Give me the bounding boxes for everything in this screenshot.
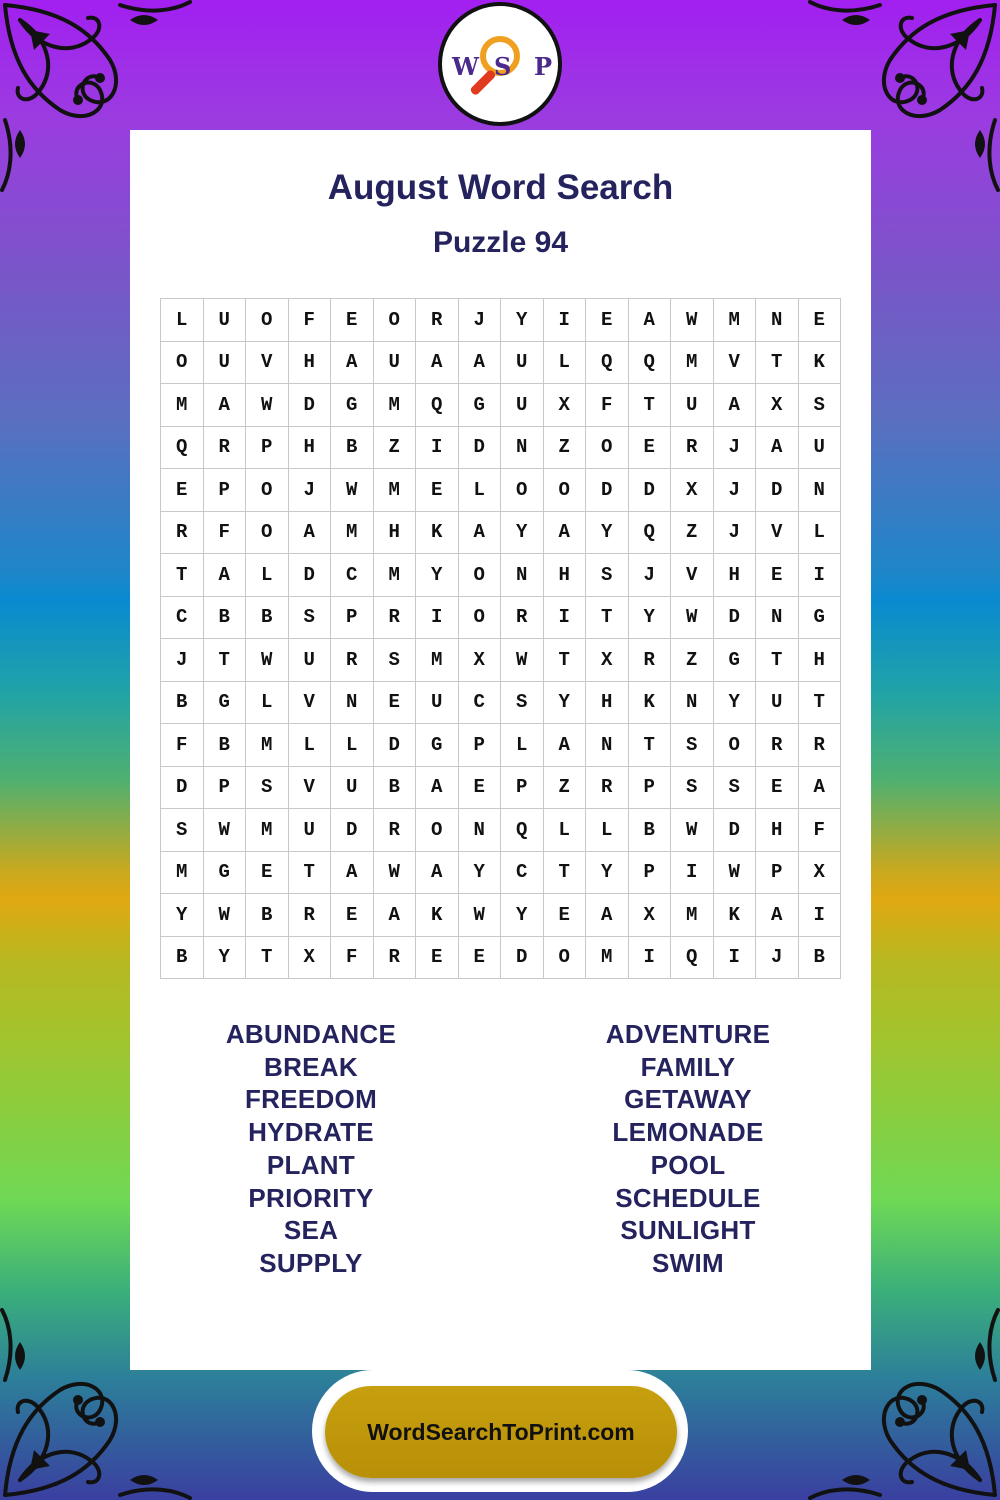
grid-cell[interactable]: E: [799, 299, 842, 342]
word-list-item: SEA: [283, 1215, 339, 1246]
grid-cell[interactable]: U: [671, 384, 714, 427]
grid-cell[interactable]: B: [246, 894, 289, 937]
grid-cell[interactable]: E: [544, 894, 587, 937]
grid-cell[interactable]: L: [331, 724, 374, 767]
grid-cell[interactable]: F: [289, 299, 332, 342]
grid-cell[interactable]: P: [204, 469, 247, 512]
grid-cell[interactable]: E: [756, 554, 799, 597]
grid-cell[interactable]: J: [714, 427, 757, 470]
grid-cell[interactable]: C: [161, 597, 204, 640]
grid-cell[interactable]: O: [246, 299, 289, 342]
grid-cell[interactable]: W: [246, 384, 289, 427]
grid-cell[interactable]: C: [459, 682, 502, 725]
grid-cell[interactable]: P: [629, 852, 672, 895]
grid-cell[interactable]: Z: [671, 512, 714, 555]
logo-letter-s: S: [494, 52, 512, 81]
grid-cell[interactable]: W: [671, 809, 714, 852]
grid-cell[interactable]: B: [629, 809, 672, 852]
grid-cell[interactable]: A: [331, 342, 374, 385]
grid-cell[interactable]: B: [204, 724, 247, 767]
grid-cell[interactable]: J: [161, 639, 204, 682]
grid-cell[interactable]: A: [544, 724, 587, 767]
grid-cell[interactable]: O: [374, 299, 417, 342]
word-list-item: SUPPLY: [259, 1247, 363, 1278]
grid-cell[interactable]: R: [204, 427, 247, 470]
grid-cell[interactable]: U: [416, 682, 459, 725]
grid-cell[interactable]: W: [714, 852, 757, 895]
grid-cell[interactable]: M: [246, 809, 289, 852]
grid-cell[interactable]: I: [544, 597, 587, 640]
grid-cell[interactable]: H: [289, 342, 332, 385]
grid-cell[interactable]: L: [161, 299, 204, 342]
grid-cell[interactable]: S: [161, 809, 204, 852]
word-list-left: [161, 1018, 461, 1280]
grid-cell[interactable]: I: [416, 597, 459, 640]
word-list-item: SCHEDULE: [615, 1182, 761, 1213]
grid-cell[interactable]: E: [629, 427, 672, 470]
word-list-item: POOL: [650, 1149, 726, 1180]
grid-cell[interactable]: H: [586, 682, 629, 725]
grid-cell[interactable]: A: [586, 894, 629, 937]
grid-cell[interactable]: V: [714, 342, 757, 385]
grid-cell[interactable]: T: [756, 342, 799, 385]
grid-cell[interactable]: D: [459, 427, 502, 470]
grid-cell[interactable]: S: [586, 554, 629, 597]
grid-cell[interactable]: Y: [501, 299, 544, 342]
grid-cell[interactable]: O: [544, 937, 587, 980]
grid-cell[interactable]: U: [204, 342, 247, 385]
grid-cell[interactable]: J: [756, 937, 799, 980]
grid-cell[interactable]: M: [586, 937, 629, 980]
grid-cell[interactable]: J: [459, 299, 502, 342]
grid-cell[interactable]: L: [289, 724, 332, 767]
grid-cell[interactable]: R: [799, 724, 842, 767]
grid-cell[interactable]: R: [416, 299, 459, 342]
grid-cell[interactable]: W: [671, 299, 714, 342]
grid-cell[interactable]: O: [459, 597, 502, 640]
grid-cell[interactable]: K: [416, 894, 459, 937]
grid-cell[interactable]: F: [204, 512, 247, 555]
grid-cell[interactable]: Y: [161, 894, 204, 937]
grid-cell[interactable]: H: [289, 427, 332, 470]
grid-cell[interactable]: O: [544, 469, 587, 512]
grid-cell[interactable]: W: [331, 469, 374, 512]
word-list-item: LEMONADE: [612, 1117, 764, 1148]
grid-cell[interactable]: E: [416, 937, 459, 980]
grid-cell[interactable]: D: [586, 469, 629, 512]
grid-cell[interactable]: R: [374, 937, 417, 980]
grid-cell[interactable]: U: [289, 639, 332, 682]
grid-cell[interactable]: O: [416, 809, 459, 852]
grid-cell[interactable]: S: [246, 767, 289, 810]
logo-letter-p: P: [534, 52, 553, 81]
grid-cell[interactable]: W: [459, 894, 502, 937]
grid-cell[interactable]: R: [756, 724, 799, 767]
word-list-item: ABUNDANCE: [225, 1019, 397, 1049]
grid-cell[interactable]: Q: [501, 809, 544, 852]
grid-cell[interactable]: A: [331, 852, 374, 895]
puzzle-number: Puzzle 94: [432, 226, 569, 259]
grid-cell[interactable]: B: [246, 597, 289, 640]
grid-cell[interactable]: A: [204, 384, 247, 427]
grid-cell[interactable]: O: [714, 724, 757, 767]
grid-cell[interactable]: A: [416, 767, 459, 810]
grid-cell[interactable]: G: [416, 724, 459, 767]
grid-cell[interactable]: E: [459, 767, 502, 810]
grid-cell[interactable]: H: [374, 512, 417, 555]
grid-cell[interactable]: A: [756, 894, 799, 937]
grid-cell[interactable]: T: [544, 852, 587, 895]
grid-cell[interactable]: A: [799, 767, 842, 810]
grid-cell[interactable]: L: [246, 554, 289, 597]
word-list-item: SWIM: [652, 1247, 724, 1278]
grid-cell[interactable]: R: [374, 809, 417, 852]
grid-cell[interactable]: L: [544, 342, 587, 385]
grid-cell[interactable]: J: [629, 554, 672, 597]
grid-cell[interactable]: Z: [544, 767, 587, 810]
grid-cell[interactable]: T: [246, 937, 289, 980]
grid-cell[interactable]: H: [756, 809, 799, 852]
grid-cell[interactable]: D: [289, 554, 332, 597]
grid-cell[interactable]: I: [799, 554, 842, 597]
grid-cell[interactable]: G: [459, 384, 502, 427]
grid-cell[interactable]: A: [374, 894, 417, 937]
grid-cell[interactable]: S: [671, 767, 714, 810]
grid-cell[interactable]: N: [671, 682, 714, 725]
grid-cell[interactable]: K: [629, 682, 672, 725]
grid-cell[interactable]: X: [756, 384, 799, 427]
grid-cell[interactable]: R: [586, 767, 629, 810]
grid-cell[interactable]: M: [161, 384, 204, 427]
grid-cell[interactable]: U: [756, 682, 799, 725]
grid-cell[interactable]: C: [331, 554, 374, 597]
letter-grid[interactable]: [160, 298, 841, 979]
grid-cell[interactable]: G: [204, 852, 247, 895]
grid-cell[interactable]: D: [714, 809, 757, 852]
grid-cell[interactable]: P: [501, 767, 544, 810]
grid-cell[interactable]: M: [246, 724, 289, 767]
grid-cell[interactable]: L: [586, 809, 629, 852]
grid-cell[interactable]: I: [416, 427, 459, 470]
grid-cell[interactable]: B: [374, 767, 417, 810]
grid-cell[interactable]: G: [204, 682, 247, 725]
grid-cell[interactable]: N: [756, 299, 799, 342]
grid-cell[interactable]: L: [246, 682, 289, 725]
grid-cell[interactable]: I: [671, 852, 714, 895]
grid-cell[interactable]: F: [799, 809, 842, 852]
grid-cell[interactable]: D: [714, 597, 757, 640]
grid-cell[interactable]: F: [586, 384, 629, 427]
grid-cell[interactable]: C: [501, 852, 544, 895]
grid-cell[interactable]: Y: [501, 894, 544, 937]
word-list-item: BREAK: [264, 1051, 358, 1082]
grid-cell[interactable]: A: [416, 342, 459, 385]
grid-cell[interactable]: R: [331, 639, 374, 682]
grid-cell[interactable]: E: [756, 767, 799, 810]
grid-cell[interactable]: M: [671, 342, 714, 385]
grid-cell[interactable]: N: [331, 682, 374, 725]
grid-cell[interactable]: B: [331, 427, 374, 470]
grid-cell[interactable]: D: [629, 469, 672, 512]
grid-cell[interactable]: B: [161, 682, 204, 725]
grid-cell[interactable]: M: [416, 639, 459, 682]
grid-cell[interactable]: B: [799, 937, 842, 980]
grid-cell[interactable]: D: [374, 724, 417, 767]
grid-cell[interactable]: R: [671, 427, 714, 470]
grid-cell[interactable]: P: [459, 724, 502, 767]
grid-cell[interactable]: G: [799, 597, 842, 640]
grid-cell[interactable]: E: [246, 852, 289, 895]
grid-cell[interactable]: P: [756, 852, 799, 895]
grid-cell[interactable]: P: [331, 597, 374, 640]
grid-cell[interactable]: X: [799, 852, 842, 895]
grid-cell[interactable]: P: [246, 427, 289, 470]
grid-cell[interactable]: A: [544, 512, 587, 555]
grid-cell[interactable]: A: [289, 512, 332, 555]
grid-cell[interactable]: U: [501, 342, 544, 385]
word-list-item: ADVENTURE: [605, 1019, 771, 1049]
grid-cell[interactable]: L: [459, 469, 502, 512]
grid-cell[interactable]: N: [459, 809, 502, 852]
grid-cell[interactable]: R: [161, 512, 204, 555]
grid-cell[interactable]: E: [374, 682, 417, 725]
grid-cell[interactable]: S: [501, 682, 544, 725]
grid-cell[interactable]: W: [246, 639, 289, 682]
word-list-item: FAMILY: [640, 1051, 736, 1082]
grid-cell[interactable]: Y: [586, 512, 629, 555]
grid-cell[interactable]: E: [161, 469, 204, 512]
grid-cell[interactable]: Q: [416, 384, 459, 427]
grid-cell[interactable]: H: [799, 639, 842, 682]
grid-cell[interactable]: X: [544, 384, 587, 427]
grid-cell[interactable]: O: [161, 342, 204, 385]
word-list-item: PLANT: [266, 1149, 356, 1180]
grid-cell[interactable]: A: [714, 384, 757, 427]
grid-cell[interactable]: E: [331, 299, 374, 342]
grid-cell[interactable]: L: [501, 724, 544, 767]
grid-cell[interactable]: Y: [544, 682, 587, 725]
grid-cell[interactable]: G: [714, 639, 757, 682]
grid-cell[interactable]: J: [714, 512, 757, 555]
grid-cell[interactable]: S: [671, 724, 714, 767]
grid-cell[interactable]: M: [374, 384, 417, 427]
grid-cell[interactable]: K: [799, 342, 842, 385]
grid-cell[interactable]: B: [161, 937, 204, 980]
word-list-right: [538, 1018, 838, 1280]
grid-cell[interactable]: N: [586, 724, 629, 767]
grid-cell[interactable]: H: [544, 554, 587, 597]
grid-cell[interactable]: F: [331, 937, 374, 980]
grid-cell[interactable]: O: [501, 469, 544, 512]
grid-cell[interactable]: Q: [671, 937, 714, 980]
grid-cell[interactable]: T: [756, 639, 799, 682]
grid-cell[interactable]: J: [289, 469, 332, 512]
grid-cell[interactable]: S: [799, 384, 842, 427]
grid-cell[interactable]: T: [161, 554, 204, 597]
grid-cell[interactable]: M: [331, 512, 374, 555]
grid-cell[interactable]: R: [289, 894, 332, 937]
grid-cell[interactable]: Q: [586, 342, 629, 385]
grid-cell[interactable]: V: [289, 682, 332, 725]
grid-cell[interactable]: M: [714, 299, 757, 342]
logo-letter-w: W: [452, 52, 479, 81]
grid-cell[interactable]: X: [459, 639, 502, 682]
grid-cell[interactable]: J: [714, 469, 757, 512]
grid-cell[interactable]: N: [756, 597, 799, 640]
grid-cell[interactable]: L: [544, 809, 587, 852]
grid-cell[interactable]: Z: [544, 427, 587, 470]
grid-cell[interactable]: T: [204, 639, 247, 682]
grid-cell[interactable]: G: [331, 384, 374, 427]
website-button[interactable]: WordSearchToPrint.com: [325, 1386, 677, 1478]
grid-cell[interactable]: T: [544, 639, 587, 682]
grid-cell[interactable]: M: [374, 469, 417, 512]
grid-cell[interactable]: Y: [416, 554, 459, 597]
grid-cell[interactable]: I: [714, 937, 757, 980]
grid-cell[interactable]: M: [671, 894, 714, 937]
grid-cell[interactable]: V: [756, 512, 799, 555]
grid-cell[interactable]: T: [799, 682, 842, 725]
grid-cell[interactable]: T: [629, 724, 672, 767]
grid-cell[interactable]: Y: [501, 512, 544, 555]
grid-cell[interactable]: A: [416, 852, 459, 895]
grid-cell[interactable]: O: [459, 554, 502, 597]
grid-cell[interactable]: X: [629, 894, 672, 937]
grid-cell[interactable]: D: [289, 384, 332, 427]
grid-cell[interactable]: Y: [714, 682, 757, 725]
grid-cell[interactable]: E: [331, 894, 374, 937]
grid-cell[interactable]: T: [289, 852, 332, 895]
grid-cell[interactable]: I: [799, 894, 842, 937]
grid-cell[interactable]: O: [586, 427, 629, 470]
grid-cell[interactable]: X: [289, 937, 332, 980]
grid-cell[interactable]: A: [756, 427, 799, 470]
grid-cell[interactable]: Q: [161, 427, 204, 470]
grid-cell[interactable]: W: [671, 597, 714, 640]
grid-cell[interactable]: B: [204, 597, 247, 640]
grid-cell[interactable]: Y: [459, 852, 502, 895]
grid-cell[interactable]: I: [544, 299, 587, 342]
grid-cell[interactable]: N: [501, 554, 544, 597]
grid-cell[interactable]: U: [204, 299, 247, 342]
grid-cell[interactable]: Q: [629, 342, 672, 385]
grid-cell[interactable]: F: [161, 724, 204, 767]
grid-cell[interactable]: S: [289, 597, 332, 640]
grid-cell[interactable]: A: [204, 554, 247, 597]
word-list-item: FREEDOM: [244, 1084, 378, 1115]
grid-cell[interactable]: E: [586, 299, 629, 342]
grid-cell[interactable]: X: [586, 639, 629, 682]
grid-cell[interactable]: K: [714, 894, 757, 937]
grid-cell[interactable]: S: [714, 767, 757, 810]
word-list-item: SUNLIGHT: [620, 1215, 756, 1246]
grid-cell[interactable]: V: [289, 767, 332, 810]
grid-cell[interactable]: X: [671, 469, 714, 512]
grid-cell[interactable]: I: [629, 937, 672, 980]
grid-cell[interactable]: A: [629, 299, 672, 342]
grid-cell[interactable]: M: [161, 852, 204, 895]
grid-cell[interactable]: O: [246, 469, 289, 512]
grid-cell[interactable]: U: [374, 342, 417, 385]
grid-cell[interactable]: W: [374, 852, 417, 895]
wsp-logo: [438, 2, 562, 126]
grid-cell[interactable]: P: [204, 767, 247, 810]
grid-cell[interactable]: W: [204, 809, 247, 852]
grid-cell[interactable]: V: [671, 554, 714, 597]
word-list-item: HYDRATE: [248, 1117, 374, 1148]
puzzle-card: [130, 130, 871, 1370]
grid-cell[interactable]: D: [756, 469, 799, 512]
grid-cell[interactable]: T: [629, 384, 672, 427]
grid-cell[interactable]: N: [799, 469, 842, 512]
grid-cell[interactable]: H: [714, 554, 757, 597]
grid-cell[interactable]: Y: [204, 937, 247, 980]
grid-cell[interactable]: A: [459, 342, 502, 385]
grid-cell[interactable]: L: [799, 512, 842, 555]
grid-cell[interactable]: P: [629, 767, 672, 810]
grid-cell[interactable]: V: [246, 342, 289, 385]
grid-cell[interactable]: R: [374, 597, 417, 640]
grid-cell[interactable]: U: [331, 767, 374, 810]
grid-cell[interactable]: D: [331, 809, 374, 852]
page-title: August Word Search: [327, 168, 674, 207]
grid-cell[interactable]: U: [501, 384, 544, 427]
word-list-item: PRIORITY: [248, 1182, 374, 1213]
grid-cell[interactable]: A: [459, 512, 502, 555]
grid-cell[interactable]: Y: [629, 597, 672, 640]
grid-cell[interactable]: E: [459, 937, 502, 980]
grid-cell[interactable]: S: [374, 639, 417, 682]
grid-cell[interactable]: R: [629, 639, 672, 682]
grid-cell[interactable]: Z: [671, 639, 714, 682]
grid-cell[interactable]: W: [204, 894, 247, 937]
grid-cell[interactable]: W: [501, 639, 544, 682]
grid-cell[interactable]: K: [416, 512, 459, 555]
grid-cell[interactable]: Z: [374, 427, 417, 470]
grid-cell[interactable]: E: [416, 469, 459, 512]
grid-cell[interactable]: O: [246, 512, 289, 555]
word-list-item: GETAWAY: [624, 1084, 752, 1115]
grid-cell[interactable]: M: [374, 554, 417, 597]
grid-cell[interactable]: D: [161, 767, 204, 810]
grid-cell[interactable]: U: [289, 809, 332, 852]
grid-cell[interactable]: T: [586, 597, 629, 640]
grid-cell[interactable]: R: [501, 597, 544, 640]
grid-cell[interactable]: D: [501, 937, 544, 980]
grid-cell[interactable]: N: [501, 427, 544, 470]
grid-cell[interactable]: U: [799, 427, 842, 470]
grid-cell[interactable]: Q: [629, 512, 672, 555]
grid-cell[interactable]: Y: [586, 852, 629, 895]
